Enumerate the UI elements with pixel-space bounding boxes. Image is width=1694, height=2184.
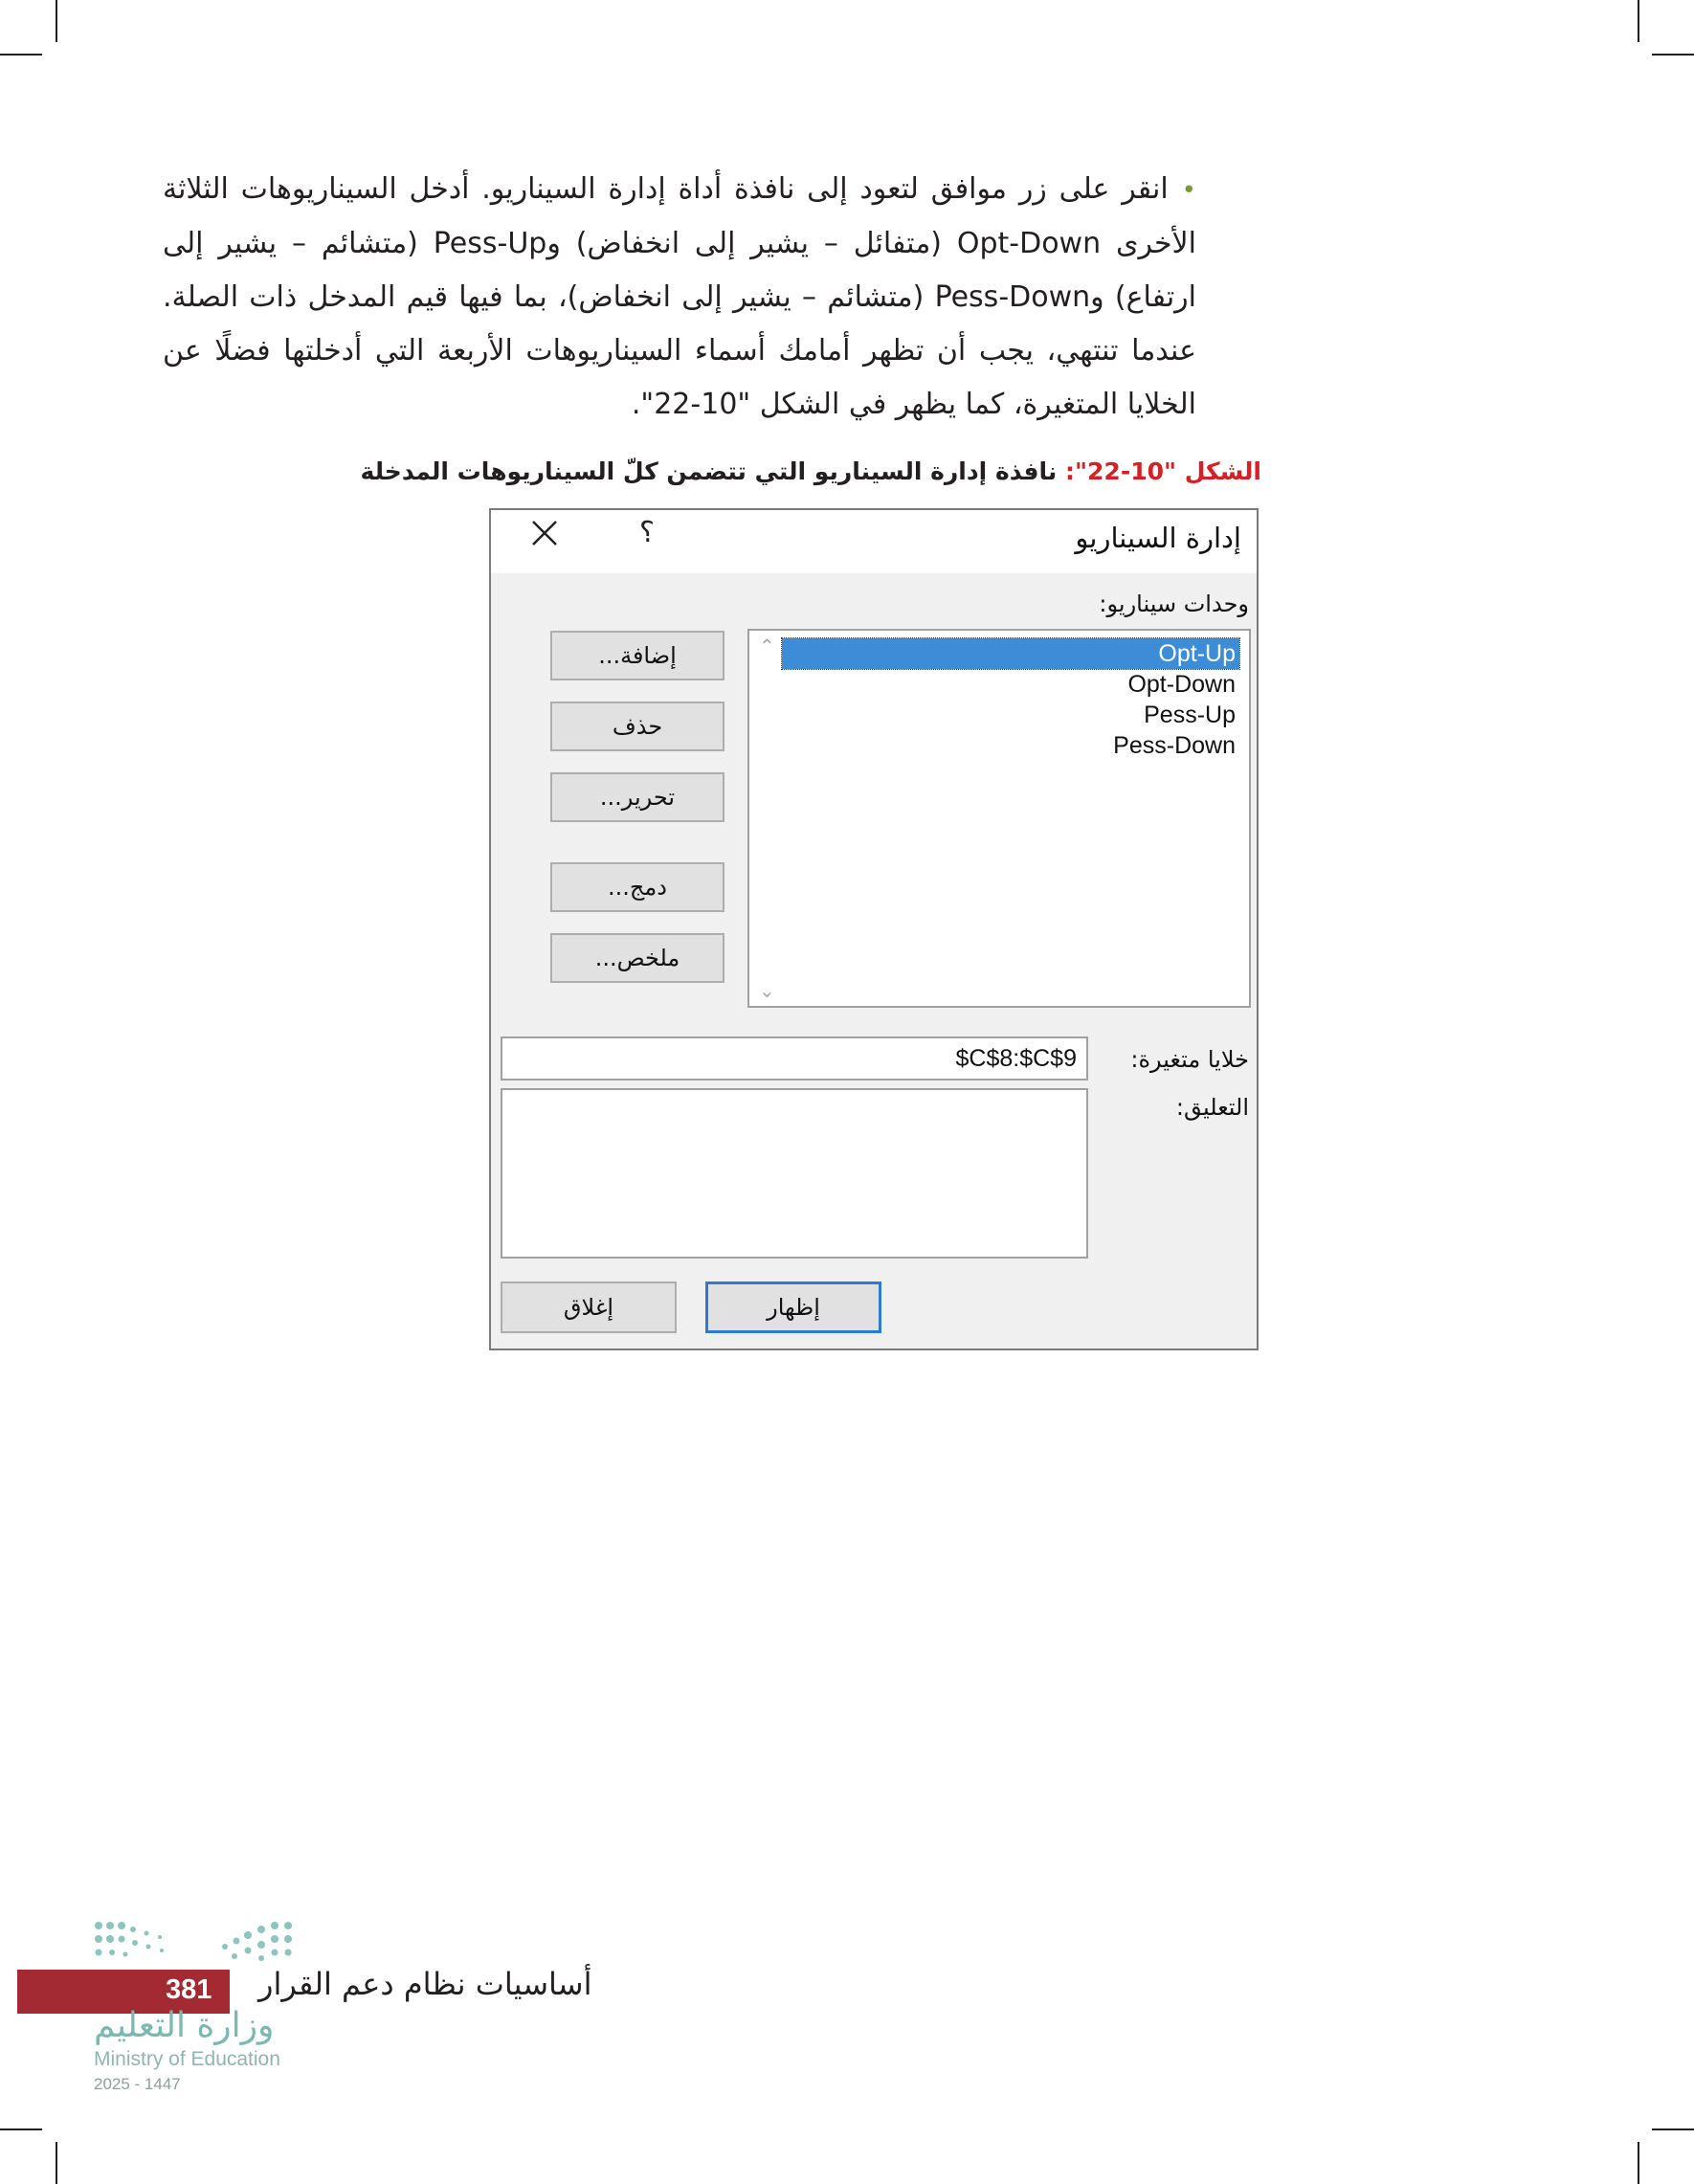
dialog-titlebar [491, 510, 1257, 573]
figure-label: الشكل "10-22": [1065, 457, 1261, 485]
book-title: أساسيات نظام دعم القرار [258, 1966, 592, 2002]
scenarios-label: وحدات سيناريو: [1099, 591, 1249, 617]
scenarios-listbox[interactable] [747, 629, 1251, 1008]
scenario-item-opt-up[interactable]: Opt-Up [782, 638, 1239, 669]
crop-mark [0, 2128, 42, 2130]
ministry-name-english: Ministry of Education [94, 2048, 280, 2070]
scenario-item-pess-down[interactable]: Pess-Down [1113, 732, 1236, 759]
close-button[interactable]: إغلاق [501, 1281, 677, 1333]
changing-cells-field[interactable]: $C$8:$C$9 [501, 1036, 1088, 1081]
scroll-up-icon[interactable]: ⌃ [759, 635, 775, 657]
instruction-paragraph [163, 163, 1196, 432]
figure-caption-text: نافذة إدارة السيناريو التي تتضمن كلّ السيناريوهات المدخلة [360, 457, 1065, 485]
scroll-down-icon[interactable]: ⌄ [759, 979, 775, 1002]
summary-button[interactable]: ملخص... [550, 933, 724, 983]
crop-mark [56, 0, 57, 42]
scenarios-list [782, 638, 1239, 761]
crop-mark [1652, 54, 1694, 56]
paragraph-text: انقر على زر موافق لتعود إلى نافذة أداة إدارة السيناريو. أدخل السيناريوهات الثلاثة الأخرى Opt-Down (متفائل – يشير إلى انخفاض) وPess-Up (متشائم – يشير إلى ارتفاع) وPess-Down (متشائم – يشير إلى انخفاض)، بما فيها قيم المدخل ذات الصلة. عندما تنتهي، يجب أن تظهر أمامك أسماء السيناريوهات الأربعة التي أدخلتها فضلًا عن الخلايا المتغيرة، كما يظهر في الشكل "10-22". [163, 172, 1197, 421]
scenario-item-opt-down[interactable]: Opt-Down [1127, 671, 1236, 698]
changing-cells-label: خلايا متغيرة: [1130, 1046, 1249, 1073]
ministry-name-arabic: وزارة التعليم [94, 2006, 275, 2045]
comment-label: التعليق: [1175, 1094, 1249, 1121]
crop-mark [1638, 2142, 1639, 2184]
ministry-year: 2025 - 1447 [94, 2075, 181, 2093]
dialog-title: إدارة السيناريو [1075, 522, 1241, 554]
delete-button[interactable]: حذف [550, 702, 724, 751]
bullet-icon: • [1181, 176, 1196, 205]
merge-button[interactable]: دمج... [550, 862, 724, 912]
crop-mark [1652, 2128, 1694, 2130]
close-icon[interactable] [527, 516, 562, 550]
scenario-manager-dialog [489, 508, 1259, 1350]
crop-mark [1638, 0, 1639, 42]
crop-mark [56, 2142, 57, 2184]
add-button[interactable]: إضافة... [550, 631, 724, 680]
page-number: 381 [166, 1974, 212, 2005]
scenario-item-pess-up[interactable]: Pess-Up [1144, 702, 1236, 728]
edit-button[interactable]: تحرير... [550, 772, 724, 822]
figure-caption [360, 457, 1261, 485]
crop-mark [0, 54, 42, 56]
show-button[interactable]: إظهار [705, 1281, 881, 1333]
help-icon[interactable]: ؟ [639, 516, 655, 549]
comment-field[interactable] [501, 1088, 1088, 1259]
